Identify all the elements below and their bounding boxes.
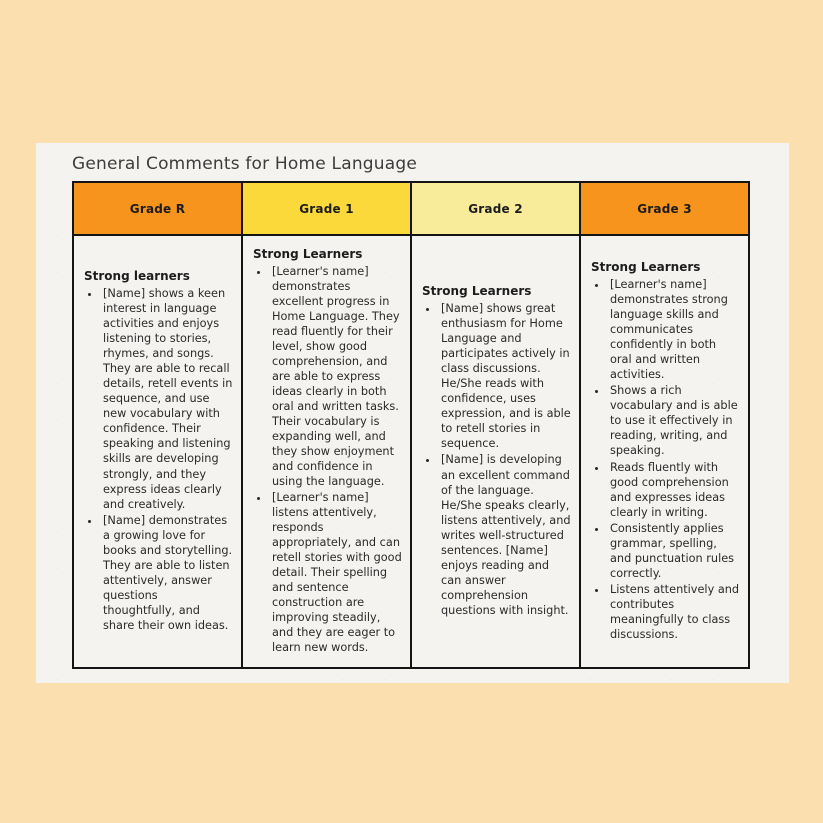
body-cell-grade-1	[243, 236, 412, 667]
bullet-item: • [Learner's name] demonstrates excellent progress in Home Language. They read fluently for their level, show good comprehension, and are able to express ideas clearly in both oral and written tasks. Their vocabulary is expanding well, and they show enjoyment and confidence in using the language.	[270, 264, 402, 489]
document-card	[36, 143, 789, 683]
bullet-item: • Reads fluently with good comprehension and expresses ideas clearly in writing.	[608, 460, 740, 520]
bullet-item: • Consistently applies grammar, spelling, and punctuation rules correctly.	[608, 521, 740, 581]
body-cell-grade-r	[74, 236, 243, 667]
cell-heading: Strong Learners	[253, 246, 363, 261]
bullet-item: • Listens attentively and contributes meaningfully to class discussions.	[608, 582, 740, 642]
bullet-list	[84, 286, 233, 633]
header-cell-grade-3: Grade 3	[581, 183, 748, 234]
bullet-item: • [Name] is developing an excellent command of the language. He/She speaks clearly, listens attentively, and writes well-structured sentences. [Name] enjoys reading and can answer comprehension questions with insight.	[439, 452, 571, 617]
header-cell-grade-r: Grade R	[74, 183, 243, 234]
body-cell-grade-2	[412, 236, 581, 667]
bullet-list	[422, 301, 571, 618]
bullet-list	[591, 277, 740, 642]
page-title: General Comments for Home Language	[72, 154, 418, 174]
comments-table	[72, 181, 750, 669]
body-cell-grade-3	[581, 236, 748, 667]
header-cell-grade-2: Grade 2	[412, 183, 581, 234]
bullet-list	[253, 264, 402, 656]
bullet-item: • Shows a rich vocabulary and is able to use it effectively in reading, writing, and speaking.	[608, 383, 740, 458]
header-cell-grade-1: Grade 1	[243, 183, 412, 234]
table-header-row	[74, 183, 748, 236]
bullet-item: • [Name] shows great enthusiasm for Home Language and participates actively in class discussions. He/She reads with confidence, uses expression, and is able to retell stories in sequence.	[439, 301, 571, 451]
cell-heading: Strong Learners	[591, 260, 701, 275]
bullet-item: • [Learner's name] demonstrates strong language skills and communicates confidently in both oral and written activities.	[608, 277, 740, 382]
bullet-item: • [Learner's name] listens attentively, responds appropriately, and can retell stories with good detail. Their spelling and sentence construction are improving steadily, and they are eager to learn new words.	[270, 490, 402, 655]
cell-heading: Strong Learners	[422, 284, 532, 299]
table-body-row	[74, 236, 748, 667]
bullet-item: • [Name] shows a keen interest in language activities and enjoys listening to stories, rhymes, and songs. They are able to recall details, retell events in sequence, and use new vocabulary with confidence. Their speaking and listening skills are developing strongly, and they express ideas clearly and creatively.	[101, 286, 233, 511]
cell-heading: Strong learners	[84, 269, 190, 284]
bullet-item: • [Name] demonstrates a growing love for books and storytelling. They are able to listen attentively, answer questions thoughtfully, and share their own ideas.	[101, 513, 233, 633]
